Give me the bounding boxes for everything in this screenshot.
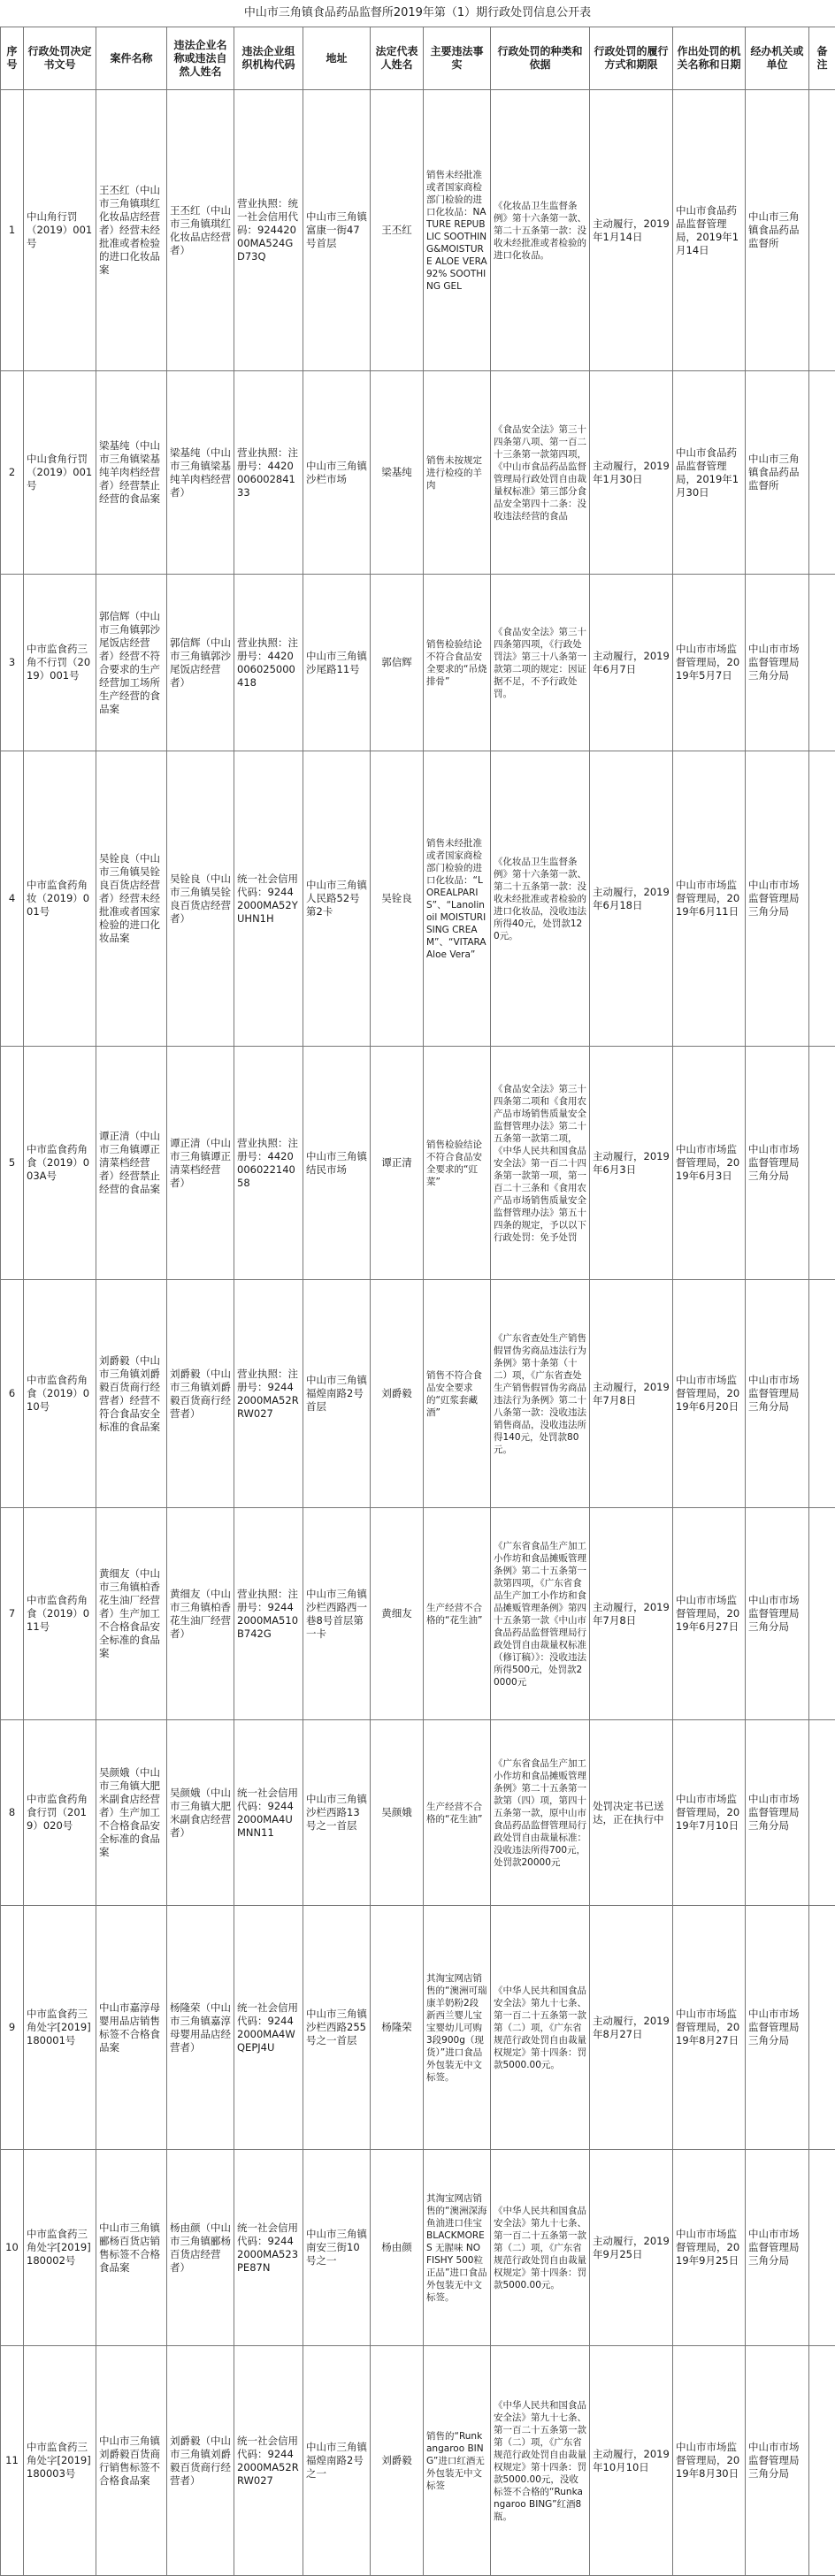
- cell-doc: 中市监食药角妆（2019）001号: [24, 751, 96, 1047]
- cell-no: 1: [1, 90, 24, 371]
- cell-code: 营业执照：注册号：4420006025000418: [234, 575, 303, 751]
- cell-no: 5: [1, 1047, 24, 1280]
- page-title: 中山市三角镇食品药品监督所2019年第（1）期行政处罚信息公开表: [0, 0, 835, 27]
- table-row: [1, 371, 835, 575]
- cell-rep: 吴铨良: [371, 751, 424, 1047]
- header-cell: 经办机关或单位: [746, 27, 809, 90]
- cell-addr: 中山市三角镇沙栏西路255号之一首层: [303, 1906, 371, 2150]
- cell-basis: 《中华人民共和国食品安全法》第九十七条、第一百二十五条第一款第（二）项，《广东省规范行政处罚自由裁量权规定》第十四条：罚款5000.00元，没收标签不合格的“Runkangaroo BING”红酒8瓶。: [491, 2346, 590, 2576]
- header-cell: 序号: [1, 27, 24, 90]
- cell-code: 营业执照：注册号：442000602214058: [234, 1047, 303, 1280]
- header-cell: 行政处罚的履行方式和期限: [590, 27, 673, 90]
- cell-no: 4: [1, 751, 24, 1047]
- cell-doc: 中市监食药角食（2019）011号: [24, 1508, 96, 1720]
- cell-addr: 中山市三角镇沙栏西路13号之一首层: [303, 1720, 371, 1906]
- cell-addr: 中山市三角镇富康一街47号首层: [303, 90, 371, 371]
- table-row: [1, 90, 835, 371]
- cell-fact: 其淘宝网店销售的“澳洲深海鱼油进口佳宝BLACKMORES 无腥味 NO FISHY 500粒 正品”进口食品外包装无中文标签。: [424, 2150, 491, 2346]
- cell-party: 刘爵毅（中山市三角镇刘爵毅百货商行经营者）: [167, 2346, 234, 2576]
- cell-note: [809, 1047, 835, 1280]
- penalty-table-container: [0, 27, 835, 2576]
- table-row: [1, 575, 835, 751]
- cell-basis: 《化妆品卫生监督条例》第十六条第一款、第二十五条第一款：没收未经批准或者检验的进口化妆品，没收违法所得40元，处罚款120元。: [491, 751, 590, 1047]
- cell-code: 统一社会信用代码：92442000MA52RRW027: [234, 2346, 303, 2576]
- cell-case: 郭信辉（中山市三角镇郭沙尾饭店经营者）经营不符合要求的生产经营加工场所生产经营的食品案: [96, 575, 167, 751]
- cell-no: 7: [1, 1508, 24, 1720]
- cell-basis: 《食品安全法》第三十四条第八项、第一百二十三条第一款第四项，《中山市食品药品监督管理局行政处罚自由裁量权标准》第三部分食品安全第四十二条：没收违法经营的食品: [491, 371, 590, 575]
- cell-unit: 中山市市场监督管理局三角分局: [746, 2346, 809, 2576]
- header-cell: 行政处罚的种类和依据: [491, 27, 590, 90]
- cell-perform: 主动履行，2019年6月7日: [590, 575, 673, 751]
- cell-rep: 梁基纯: [371, 371, 424, 575]
- cell-no: 2: [1, 371, 24, 575]
- cell-party: 郭信辉（中山市三角镇郭沙尾饭店经营者）: [167, 575, 234, 751]
- cell-addr: 中山市三角镇沙栏西路西一巷8号首层第一卡: [303, 1508, 371, 1720]
- table-row: [1, 1906, 835, 2150]
- cell-perform: 主动履行，2019年8月27日: [590, 1906, 673, 2150]
- cell-org: 中山市市场监督管理局，2019年6月27日: [673, 1508, 746, 1720]
- cell-party: 吴铨良（中山市三角镇吴铨良百货店经营者）: [167, 751, 234, 1047]
- cell-case: 黄细友（中山市三角镇柏香花生油厂经营者）生产加工不合格食品安全标准的食品案: [96, 1508, 167, 1720]
- cell-basis: 《广东省食品生产加工小作坊和食品摊贩管理条例》第二十五条第一款第四项，《广东省食品生产加工小作坊和食品摊贩管理条例》第四十五条第一款《中山市食品药品监督管理局行政处罚自由裁量权标准（修订稿）》：没收违法所得500元，处罚款20000元: [491, 1508, 590, 1720]
- cell-code: 营业执照：注册号：92442000MA510B742G: [234, 1508, 303, 1720]
- header-cell: 违法企业名称或违法自然人姓名: [167, 27, 234, 90]
- cell-doc: 中市监食药三角处字[2019]180001号: [24, 1906, 96, 2150]
- cell-case: 中山市三角镇郦杨百货店销售标签不合格食品案: [96, 2150, 167, 2346]
- cell-fact: 生产经营不合格的“花生油”: [424, 1720, 491, 1906]
- cell-fact: 销售不符合食品安全要求的“豇浆套藏酒”: [424, 1280, 491, 1508]
- cell-org: 中山市市场监督管理局，2019年7月10日: [673, 1720, 746, 1906]
- cell-unit: 中山市市场监督管理局三角分局: [746, 1720, 809, 1906]
- penalty-table: [0, 27, 835, 2576]
- cell-note: [809, 1720, 835, 1906]
- cell-code: 营业执照：注册号：92442000MA52RRW027: [234, 1280, 303, 1508]
- cell-case: 谭正清（中山市三角镇谭正清菜档经营者）经营禁止经营的食品案: [96, 1047, 167, 1280]
- cell-unit: 中山市市场监督管理局三角分局: [746, 1280, 809, 1508]
- cell-party: 梁基纯（中山市三角镇梁基纯羊肉档经营者）: [167, 371, 234, 575]
- cell-doc: 中市监食药角食（2019）003A号: [24, 1047, 96, 1280]
- cell-org: 中山市食品药品监督管理局，2019年1月14日: [673, 90, 746, 371]
- cell-org: 中山市市场监督管理局，2019年6月3日: [673, 1047, 746, 1280]
- cell-note: [809, 2150, 835, 2346]
- cell-party: 王丕红（中山市三角镇琪红化妆品店经营者）: [167, 90, 234, 371]
- header-cell: 作出处罚的机关名称和日期: [673, 27, 746, 90]
- cell-case: 吴铨良（中山市三角镇吴铨良百货店经营者）经营未经批准或者国家检验的进口化妆品案: [96, 751, 167, 1047]
- cell-org: 中山市市场监督管理局，2019年5月7日: [673, 575, 746, 751]
- cell-doc: 中市监食药三角处字[2019]180002号: [24, 2150, 96, 2346]
- cell-perform: 主动履行，2019年7月8日: [590, 1508, 673, 1720]
- cell-unit: 中山市市场监督管理局三角分局: [746, 1508, 809, 1720]
- cell-rep: 吴颜娥: [371, 1720, 424, 1906]
- cell-perform: 主动履行，2019年7月8日: [590, 1280, 673, 1508]
- cell-code: 营业执照：注册号：442000600284133: [234, 371, 303, 575]
- cell-perform: 主动履行，2019年6月3日: [590, 1047, 673, 1280]
- cell-unit: 中山市市场监督管理局三角分局: [746, 575, 809, 751]
- cell-fact: 销售未经批准或者国家商检部门检验的进口化妆品：NATURE REPUBLIC SOOTHING&MOISTURE ALOE VERA 92% SOOTHING GEL: [424, 90, 491, 371]
- header-cell: 法定代表人姓名: [371, 27, 424, 90]
- cell-case: 中山市嘉淳母婴用品店销售标签不合格食品案: [96, 1906, 167, 2150]
- cell-perform: 主动履行，2019年1月30日: [590, 371, 673, 575]
- table-row: [1, 1508, 835, 1720]
- cell-note: [809, 90, 835, 371]
- cell-party: 刘爵毅（中山市三角镇刘爵毅百货商行经营者）: [167, 1280, 234, 1508]
- cell-case: 王丕红（中山市三角镇琪红化妆品店经营者）经营未经批准或者检验的进口化妆品案: [96, 90, 167, 371]
- cell-rep: 黄细友: [371, 1508, 424, 1720]
- cell-fact: 销售未经批准或者国家商检部门检验的进口化妆品：“LOREALPARIS”、“Lanolin oil MOISTURISING CREAM”、“VITARA Aloe Vera”: [424, 751, 491, 1047]
- cell-note: [809, 575, 835, 751]
- cell-unit: 中山市市场监督管理局三角分局: [746, 751, 809, 1047]
- cell-org: 中山市市场监督管理局，2019年8月30日: [673, 2346, 746, 2576]
- cell-doc: 中山角行罚（2019）001号: [24, 90, 96, 371]
- cell-perform: 主动履行，2019年9月25日: [590, 2150, 673, 2346]
- table-body: [1, 90, 835, 2576]
- cell-case: 中山市三角镇刘爵毅百货商行销售标签不合格食品案: [96, 2346, 167, 2576]
- cell-perform: 主动履行，2019年1月14日: [590, 90, 673, 371]
- header-cell: 主要违法事实: [424, 27, 491, 90]
- table-row: [1, 1720, 835, 1906]
- cell-org: 中山市市场监督管理局，2019年9月25日: [673, 2150, 746, 2346]
- cell-perform: 主动履行，2019年10月10日: [590, 2346, 673, 2576]
- cell-party: 黄细友（中山市三角镇柏香花生油厂经营者）: [167, 1508, 234, 1720]
- cell-note: [809, 1508, 835, 1720]
- cell-addr: 中山市三角镇沙栏市场: [303, 371, 371, 575]
- cell-party: 谭正清（中山市三角镇谭正清菜档经营者）: [167, 1047, 234, 1280]
- header-cell: 案件名称: [96, 27, 167, 90]
- cell-addr: 中山市三角镇结民市场: [303, 1047, 371, 1280]
- header-cell: 地址: [303, 27, 371, 90]
- cell-no: 8: [1, 1720, 24, 1906]
- cell-addr: 中山市三角镇福煌南路2号之一: [303, 2346, 371, 2576]
- cell-party: 杨由颜（中山市三角镇郦杨百货店经营者）: [167, 2150, 234, 2346]
- cell-basis: 《食品安全法》第三十四条第二项和《食用农产品市场销售质量安全监督管理办法》第二十五条第一款第二项，《中华人民共和国食品安全法》第一百二十四条第一款第一项，第一百二十三条和《食用农产品市场销售质量安全监督管理办法》第五十四条的规定，予以以下行政处罚：免予处罚: [491, 1047, 590, 1280]
- cell-unit: 中山市三角镇食品药品监督所: [746, 90, 809, 371]
- cell-case: 梁基纯（中山市三角镇梁基纯羊肉档经营者）经营禁止经营的食品案: [96, 371, 167, 575]
- cell-fact: 生产经营不合格的“花生油”: [424, 1508, 491, 1720]
- cell-unit: 中山市市场监督管理局三角分局: [746, 1047, 809, 1280]
- header-cell: 行政处罚决定书文号: [24, 27, 96, 90]
- cell-code: 统一社会信用代码：92442000MA523PE87N: [234, 2150, 303, 2346]
- cell-addr: 中山市三角镇人民路52号第2卡: [303, 751, 371, 1047]
- cell-doc: 中市监食药角食行罚（2019）020号: [24, 1720, 96, 1906]
- cell-org: 中山市市场监督管理局，2019年8月27日: [673, 1906, 746, 2150]
- cell-unit: 中山市市场监督管理局三角分局: [746, 1906, 809, 2150]
- cell-doc: 中市监食药三角不行罚（2019）001号: [24, 575, 96, 751]
- cell-doc: 中市监食药三角处字[2019]180003号: [24, 2346, 96, 2576]
- cell-code: 统一社会信用代码：92442000MA4UMNN11: [234, 1720, 303, 1906]
- cell-unit: 中山市市场监督管理局三角分局: [746, 2150, 809, 2346]
- cell-note: [809, 1906, 835, 2150]
- cell-basis: 《中华人民共和国食品安全法》第九十七条、第一百二十五条第一款第（二）项，《广东省规范行政处罚自由裁量权规定》第十四条：罚款5000.00元。: [491, 2150, 590, 2346]
- table-row: [1, 2346, 835, 2576]
- cell-no: 9: [1, 1906, 24, 2150]
- table-row: [1, 751, 835, 1047]
- cell-rep: 刘爵毅: [371, 1280, 424, 1508]
- header-cell: 违法企业组织机构代码: [234, 27, 303, 90]
- cell-rep: 刘爵毅: [371, 2346, 424, 2576]
- cell-note: [809, 1280, 835, 1508]
- cell-code: 统一社会信用代码：92442000MA52YUHN1H: [234, 751, 303, 1047]
- cell-party: 吴颜娥（中山市三角镇大肥米副食店经营者）: [167, 1720, 234, 1906]
- cell-note: [809, 751, 835, 1047]
- cell-code: 营业执照：统一社会信用代码：92442000MA524GD73Q: [234, 90, 303, 371]
- cell-addr: 中山市三角镇福煌南路2号首层: [303, 1280, 371, 1508]
- table-row: [1, 1280, 835, 1508]
- cell-case: 吴颜娥（中山市三角镇大肥米副食店经营者）生产加工不合格食品安全标准的食品案: [96, 1720, 167, 1906]
- cell-code: 统一社会信用代码：92442000MA4WQEPJ4U: [234, 1906, 303, 2150]
- cell-no: 11: [1, 2346, 24, 2576]
- header-cell: 备注: [809, 27, 835, 90]
- header-row: [1, 27, 835, 90]
- cell-fact: 其淘宝网店销售的“澳洲可瑞康羊奶粉2段新西兰婴儿宝宝婴幼儿可购3段900g（现货）”进口食品外包装无中文标签。: [424, 1906, 491, 2150]
- cell-perform: 主动履行，2019年6月18日: [590, 751, 673, 1047]
- cell-org: 中山市市场监督管理局，2019年6月20日: [673, 1280, 746, 1508]
- cell-case: 刘爵毅（中山市三角镇刘爵毅百货商行经营者）经营不符合食品安全标准的食品案: [96, 1280, 167, 1508]
- cell-basis: 《食品安全法》第三十四条第四项，《行政处罚法》第三十八条第一款第二项的规定：因证据不足，不予行政处罚。: [491, 575, 590, 751]
- cell-party: 杨隆荣（中山市三角镇嘉淳母婴用品店经营者）: [167, 1906, 234, 2150]
- cell-basis: 《广东省查处生产销售假冒伪劣商品违法行为条例》第十条第（十二）项，《广东省查处生产销售假冒伪劣商品违法行为条例》第二十八条第一款：没收违法销售商品，没收违法所得140元，处罚款80元。: [491, 1280, 590, 1508]
- table-row: [1, 2150, 835, 2346]
- cell-fact: 销售检验结论不符合食品安全要求的“吊烧排骨”: [424, 575, 491, 751]
- cell-note: [809, 2346, 835, 2576]
- cell-doc: 中市监食药角食（2019）010号: [24, 1280, 96, 1508]
- cell-addr: 中山市三角镇南安三街10号之一: [303, 2150, 371, 2346]
- cell-org: 中山市食品药品监督管理局，2019年1月30日: [673, 371, 746, 575]
- cell-rep: 郭信辉: [371, 575, 424, 751]
- table-row: [1, 1047, 835, 1280]
- cell-addr: 中山市三角镇沙尾路11号: [303, 575, 371, 751]
- cell-perform: 处罚决定书已送达，正在执行中: [590, 1720, 673, 1906]
- cell-unit: 中山市三角镇食品药品监督所: [746, 371, 809, 575]
- cell-basis: 《化妆品卫生监督条例》第十六条第一款、第二十五条第一款：没收未经批准或者检验的进口化妆品。: [491, 90, 590, 371]
- cell-fact: 销售的“Runkangaroo BING”进口红酒无外包装无中文标签: [424, 2346, 491, 2576]
- cell-rep: 杨隆荣: [371, 1906, 424, 2150]
- cell-note: [809, 371, 835, 575]
- cell-fact: 销售未按规定进行检疫的羊肉: [424, 371, 491, 575]
- cell-doc: 中山食角行罚（2019）001号: [24, 371, 96, 575]
- cell-rep: 谭正清: [371, 1047, 424, 1280]
- cell-fact: 销售检验结论不符合食品安全要求的“豇菜”: [424, 1047, 491, 1280]
- cell-rep: 杨由颜: [371, 2150, 424, 2346]
- cell-no: 6: [1, 1280, 24, 1508]
- cell-rep: 王丕红: [371, 90, 424, 371]
- cell-basis: 《中华人民共和国食品安全法》第九十七条、第一百二十五条第一款第（二）项，《广东省规范行政处罚自由裁量权规定》第十四条：罚款5000.00元。: [491, 1906, 590, 2150]
- cell-no: 3: [1, 575, 24, 751]
- cell-org: 中山市市场监督管理局，2019年6月11日: [673, 751, 746, 1047]
- cell-basis: 《广东省食品生产加工小作坊和食品摊贩管理条例》第二十五条第一款第（四）项，第四十五条第一款，原中山市食品药品监督管理局行政处罚自由裁量标准：没收违法所得700元，处罚款20000元: [491, 1720, 590, 1906]
- cell-no: 10: [1, 2150, 24, 2346]
